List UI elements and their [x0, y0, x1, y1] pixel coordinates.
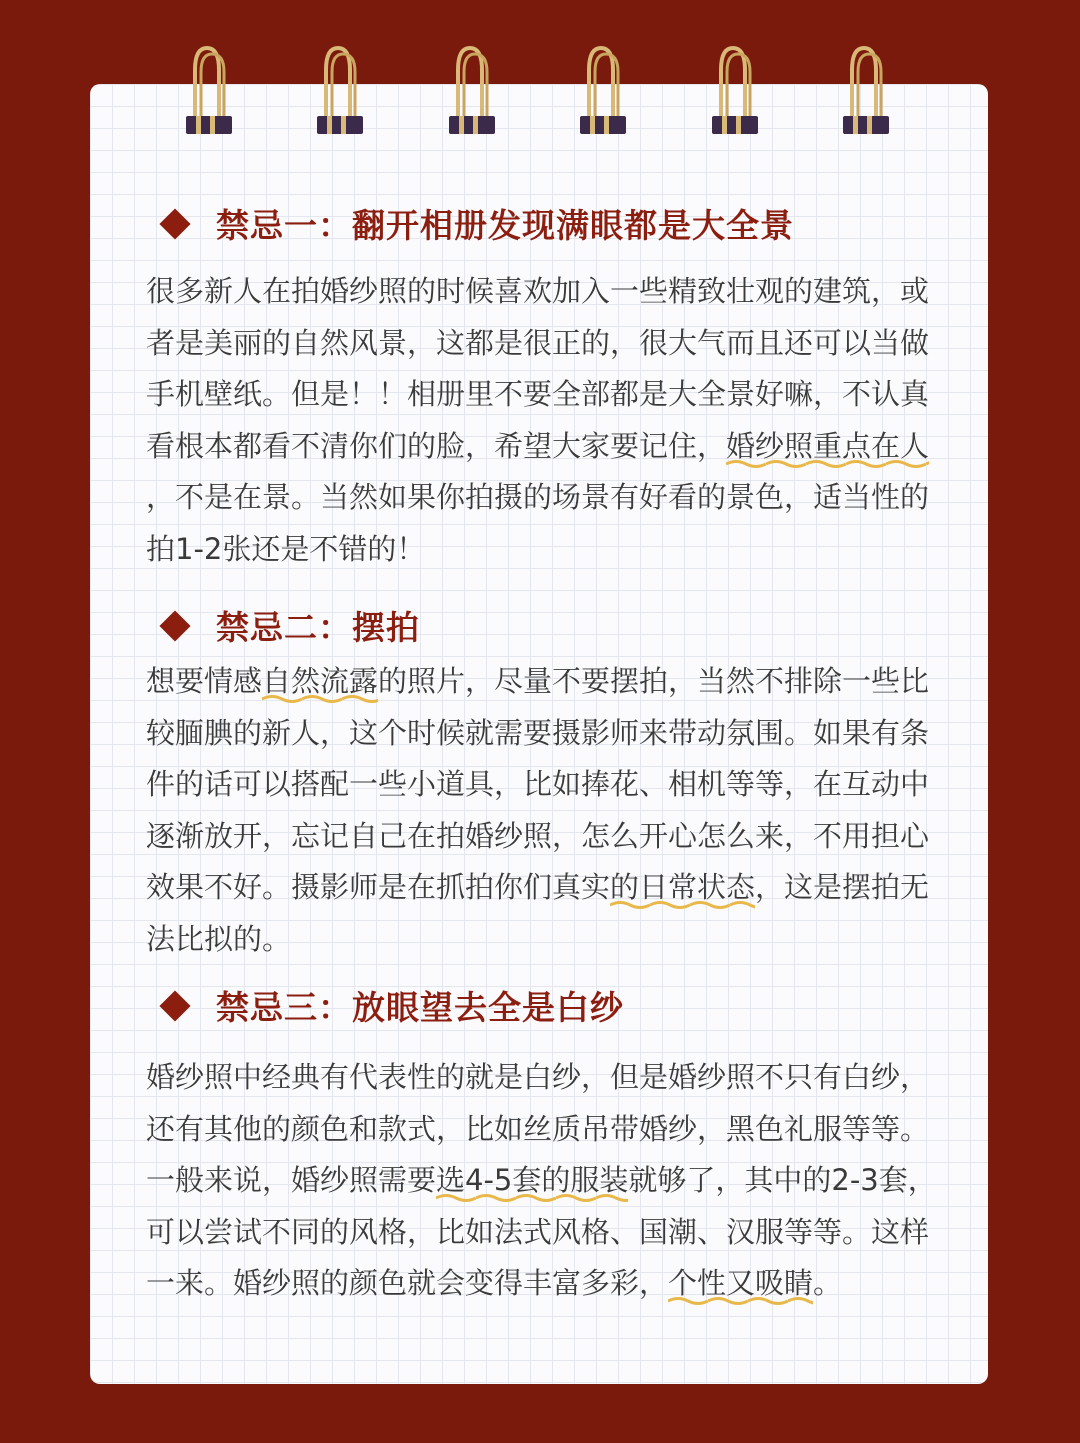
text-line: 较腼腆的新人，这个时候就需要摄影师来带动氛围。如果有条 — [146, 715, 930, 750]
text-line: 者是美丽的自然风景，这都是很正的，很大气而且还可以当做 — [146, 325, 930, 360]
text-line: 法比拟的。 — [146, 921, 292, 956]
section-title-text: 禁忌一：翻开相册发现满眼都是大全景 — [216, 206, 794, 245]
text-line: 可以尝试不同的风格，比如法式风格、国潮、汉服等等。这样 — [146, 1214, 930, 1249]
diamond-bullet-icon — [159, 610, 190, 641]
highlight-text: 婚纱照重点在人 — [726, 429, 929, 469]
text-line: 逐渐放开，忘记自己在拍婚纱照，怎么开心怎么来，不用担心 — [146, 818, 930, 853]
binder-ring-icon — [186, 40, 232, 136]
binder-ring-icon — [449, 40, 495, 136]
section-title-1 — [160, 200, 794, 247]
text-line: 效果不好。摄影师是在抓拍你们真实的日常状态，这是摆拍无 — [146, 862, 946, 914]
diamond-bullet-icon — [159, 990, 190, 1021]
text-line: 想要情感自然流露的照片，尽量不要摆拍，当然不排除一些比 — [146, 656, 946, 708]
binder-ring-icon — [843, 40, 889, 136]
text-line: 件的话可以搭配一些小道具，比如捧花、相机等等，在互动中 — [146, 767, 930, 801]
section-body-1 — [146, 266, 946, 575]
text-line: 看根本都看不清你们的脸，希望大家要记住，婚纱照重点在人 — [146, 421, 946, 473]
diamond-bullet-icon — [159, 208, 190, 239]
text-line: 一般来说，婚纱照需要选4-5套的服装就够了，其中的2-3套， — [146, 1155, 946, 1207]
section-title-text: 禁忌二：摆拍 — [216, 608, 420, 647]
section-body-2 — [146, 656, 946, 965]
binder-ring-icon — [580, 40, 626, 136]
binder-ring-icon — [712, 40, 758, 136]
binder-ring-icon — [317, 40, 363, 136]
highlight-text: 自然流露 — [262, 664, 378, 704]
highlight-text: 选4-5套的服装 — [436, 1163, 628, 1203]
text-line: ，不是在景。当然如果你拍摄的场景有好看的景色，适当性的 — [146, 480, 930, 514]
text-line: 一来。婚纱照的颜色就会变得丰富多彩，个性又吸睛。 — [146, 1258, 946, 1310]
text-line: 拍1-2张还是不错的！ — [146, 531, 426, 566]
section-title-text: 禁忌三：放眼望去全是白纱 — [216, 988, 624, 1027]
text-line: 手机壁纸。但是！！相册里不要全部都是大全景好嘛，不认真 — [146, 377, 930, 411]
section-title-3 — [160, 982, 624, 1029]
section-body-3 — [146, 1052, 946, 1310]
text-line: 很多新人在拍婚纱照的时候喜欢加入一些精致壮观的建筑，或 — [146, 274, 930, 308]
highlight-text: 的日常状态 — [610, 870, 755, 910]
spiral-binding — [0, 40, 1080, 140]
highlight-text: 个性又吸睛 — [668, 1266, 813, 1306]
section-title-2 — [160, 602, 420, 649]
text-line: 婚纱照中经典有代表性的就是白纱，但是婚纱照不只有白纱， — [146, 1060, 930, 1094]
text-line: 还有其他的颜色和款式，比如丝质吊带婚纱，黑色礼服等等。 — [146, 1111, 930, 1146]
